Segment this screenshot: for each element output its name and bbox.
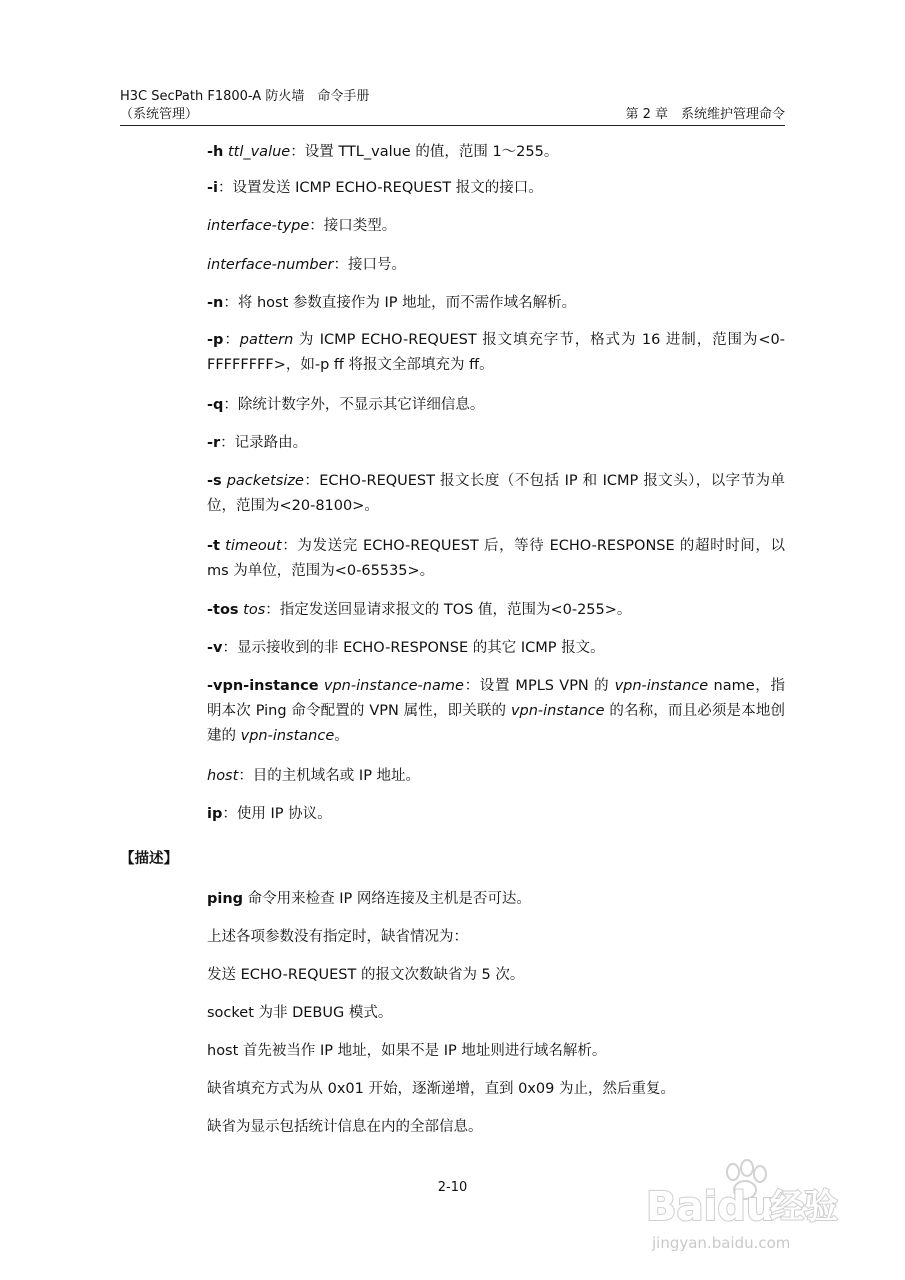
param-interface-number: interface-number：接口号。 bbox=[207, 257, 406, 273]
header-divider bbox=[120, 125, 785, 126]
description-line: 发送 ECHO-REQUEST 的报文次数缺省为 5 次。 bbox=[207, 967, 525, 983]
description-ping: ping 命令用来检查 IP 网络连接及主机是否可达。 bbox=[207, 891, 531, 907]
param-n: -n：将 host 参数直接作为 IP 地址，而不需作域名解析。 bbox=[207, 295, 577, 311]
param-host: host：目的主机域名或 IP 地址。 bbox=[207, 768, 421, 784]
page-number: 2-10 bbox=[437, 1180, 468, 1195]
param-t: -t timeout：为发送完 ECHO-REQUEST 后，等待 ECHO-RESPONSE 的超时时间，以 ms 为单位，范围为<0-65535>。 bbox=[207, 538, 785, 579]
param-tos: -tos tos：指定发送回显请求报文的 TOS 值，范围为<0-255>。 bbox=[207, 602, 632, 618]
param-v: -v：显示接收到的非 ECHO-RESPONSE 的其它 ICMP 报文。 bbox=[207, 640, 605, 656]
baidu-jingyan-watermark bbox=[640, 1158, 870, 1258]
param-interface-type: interface-type：接口类型。 bbox=[207, 218, 397, 234]
manual-subtitle: （系统管理） bbox=[120, 107, 199, 122]
description-line: host 首先被当作 IP 地址，如果不是 IP 地址则进行域名解析。 bbox=[207, 1043, 607, 1059]
section-heading-description: 【描述】 bbox=[120, 851, 178, 867]
param-ip: ip：使用 IP 协议。 bbox=[207, 806, 332, 822]
watermark-cn: 经验 bbox=[770, 1187, 838, 1227]
param-vpn-instance: -vpn-instance vpn-instance-name：设置 MPLS VPN 的 vpn-instance name，指明本次 Ping 命令配置的 VPN 属性，即关联的 vpn-instance 的名称，而且必须是本地创建的 vpn-instance。 bbox=[207, 678, 786, 744]
param-r: -r：记录路由。 bbox=[207, 435, 308, 451]
watermark-brand: Baidu bbox=[646, 1184, 775, 1230]
param-i: -i：设置发送 ICMP ECHO-REQUEST 报文的接口。 bbox=[207, 180, 543, 196]
description-line: 上述各项参数没有指定时，缺省情况为： bbox=[207, 929, 468, 945]
watermark-url: jingyan.baidu.com bbox=[652, 1234, 791, 1252]
chapter-title: 第 2 章 系统维护管理命令 bbox=[625, 107, 785, 122]
param-h: -h ttl_value：设置 TTL_value 的值，范围 1～255。 bbox=[207, 144, 559, 160]
param-p: -p：pattern 为 ICMP ECHO-REQUEST 报文填充字节，格式为 16 进制，范围为<0-FFFFFFFF>，如-p ff 将报文全部填充为 ff。 bbox=[207, 332, 786, 373]
param-q: -q：除统计数字外，不显示其它详细信息。 bbox=[207, 397, 485, 413]
description-line: socket 为非 DEBUG 模式。 bbox=[207, 1005, 393, 1021]
param-s: -s packetsize：ECHO-REQUEST 报文长度（不包括 IP 和 ICMP 报文头），以字节为单位，范围为<20-8100>。 bbox=[207, 473, 785, 514]
description-line: 缺省为显示包括统计信息在内的全部信息。 bbox=[207, 1119, 483, 1135]
manual-title: H3C SecPath F1800-A 防火墙 命令手册 bbox=[120, 89, 370, 104]
document-header bbox=[120, 88, 369, 124]
description-line: 缺省填充方式为从 0x01 开始，逐渐递增，直到 0x09 为止，然后重复。 bbox=[207, 1081, 675, 1097]
